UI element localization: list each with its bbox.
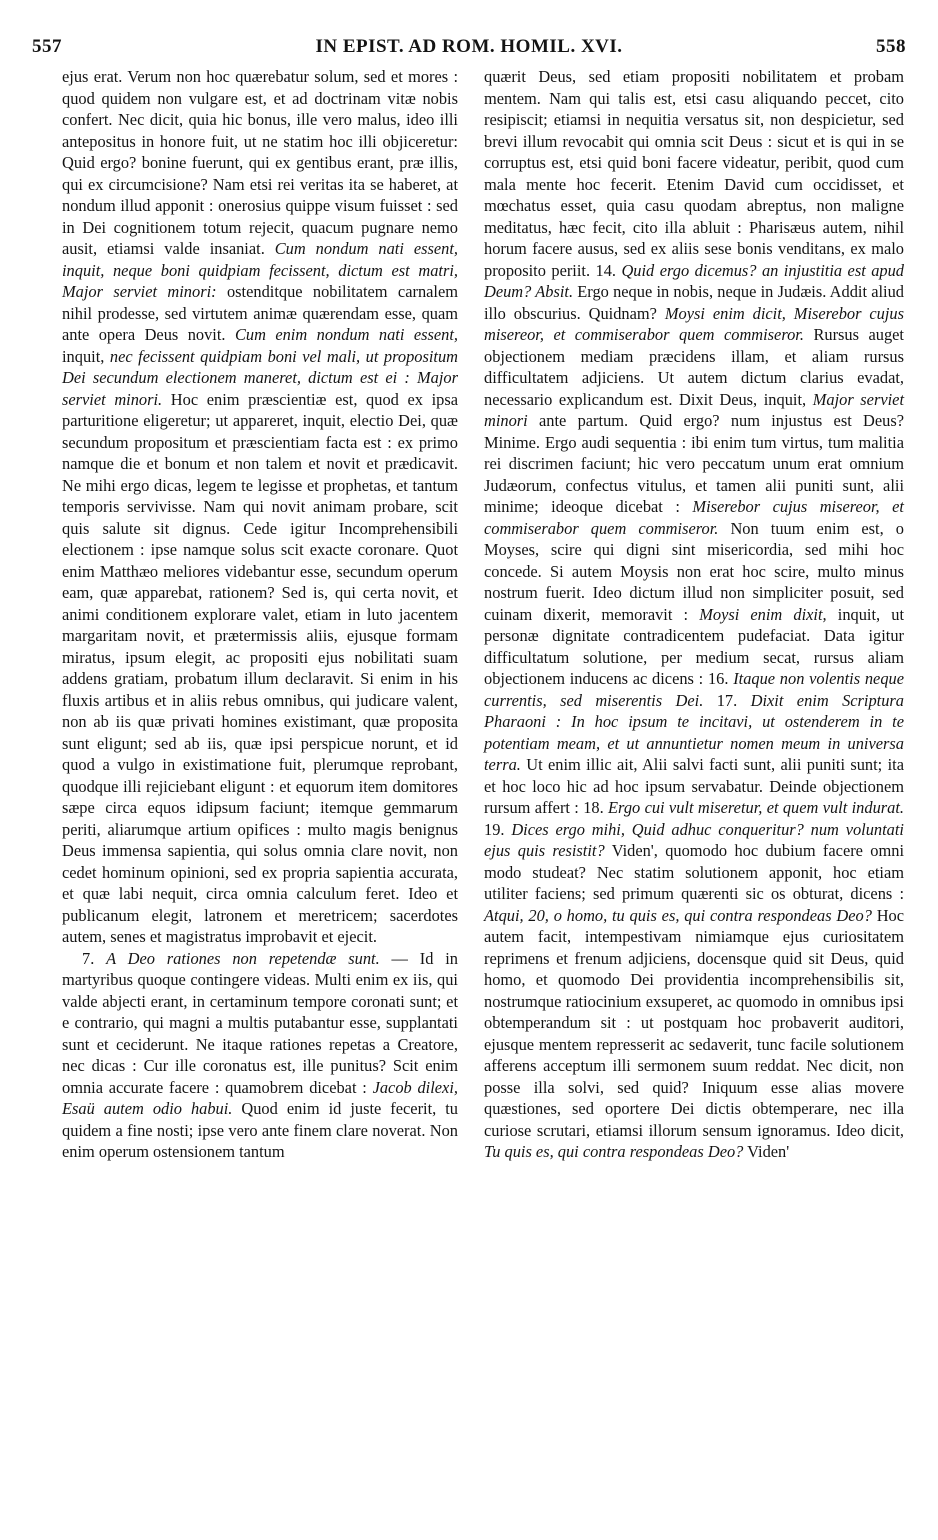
text-run: Rursus auget objectionem mediam præcidens illam, et aliam rursus difficultatem adjiciens. Ut autem dictum clarius evadat, necessario explicandum est. Dixit Deus, inquit, (484, 325, 904, 409)
italic-quotation: Miserebor cujus misereor, et commiserabor quem commiseror. (484, 497, 904, 538)
text-run: Hoc autem facit, intempestivam nimiamque ejus curiositatem reprimens et frenum adjiciens, docensque quid sit Deus, quid homo, et quomodo Dei providentia incomprehensibilis sit, nostrumque ratiocinium exsuperet, ac quomodo in omnibus ipsi obtemperandum sit : ut postquam hoc probaverit auditori, ejusque mentem represserit ac sedaverit, tunc facile solutionem afferens acceptum illi sermonem suum reddat. Nec dicit, non posse illa solvi, sed quid? Iniquum esse alias movere quæstiones, sed oportere Dei dictis obtemperare, nec illa curiose scrutari, etiamsi illorum sensum ignoramus. Ideo dicit, (484, 905, 905, 1140)
italic-quotation: Moysi enim dixit, (699, 604, 827, 624)
italic-quotation: Ergo cui vult miseretur, et quem vult indurat. (608, 798, 904, 817)
italic-quotation: Moysi enim dicit, Miserebor cujus misereor, et commiserabor quem commiseror. (484, 303, 905, 344)
paragraph (62, 948, 458, 1163)
text-run: inquit, ut personæ dignitate contradicentem pudefaciat. Data igitur difficultatum solutione, per medium secat, rursus aliam objectionem inducens ac dicens : 16. (484, 604, 905, 688)
text-run: — Id in martyribus quoque contingere videas. Multi enim ex iis, qui valde abjecti erant, in certaminum tempore coronati sunt; et e contrario, qui magni a multis putabantur esse, supplantati sunt et ceciderunt. Ne itaque rationes repetas a Creatore, nec dicas : Cur ille coronatus est, ille punitus? Scit enim omnia accurate facere : quamobrem dicebat : (62, 948, 458, 1097)
text-run: 19. (484, 819, 512, 839)
text-run: quærit Deus, sed etiam propositi nobilitatem et probam mentem. Nam qui talis est, etsi casu aliquando peccet, cito resipiscit; etiamsi in nequitia versatus sit, non despicietur, sed brevi illum revocabit qui omnia scit Deus : sicut et is qui in se corruptus est, etsi quid boni facere videatur, peribit, quod cum mala mente hoc fecerit. Etenim David cum occidisset, et mœchatus esset, quia casu quodam abreptus, non maligne meditatus, hæc fecit, cito illa abluit : Pharisæus autem, nihil horum facere ausus, sed ex aliis sese bonis venditans, ex malo proposito periit. 14. (484, 67, 904, 280)
italic-quotation: Quid ergo dicemus? an injustitia est apud Deum? Absit. (484, 260, 904, 301)
text-column-right (484, 66, 904, 1163)
italic-quotation: nec fecissent quidpiam boni vel mali, ut propositum Dei secundum electionem maneret, dictum est ei : Major serviet minori. (62, 346, 458, 409)
italic-quotation: Dixit enim Scriptura Pharaoni : In hoc ipsum te incitavi, ut ostenderem in te potentiam meam, et ut annuntietur nomen meum in universa terra. (484, 690, 904, 774)
page-number-left: 557 (32, 36, 62, 57)
page-number-right: 558 (876, 36, 906, 57)
italic-quotation: Tu quis es, qui contra respondeas Deo? (484, 1142, 744, 1161)
paragraph (484, 66, 904, 1163)
text-column-left (62, 66, 458, 1163)
italic-quotation: Atqui, 20, o homo, tu quis es, qui contra respondeas Deo? (484, 905, 872, 925)
italic-quotation: Itaque non volentis neque currentis, sed miserentis Dei. (484, 669, 904, 710)
paragraph (62, 66, 458, 948)
text-run: ante partum. Quid ergo? num injustus est Deus? Minime. Ergo audi sequentia : ibi enim tum virtus, tum malitia rei discrimen faciunt; hic vero peccatum unum erat omnium Judæorum, confectus vitulus, et tamen alii puniti sunt, alii minime; ideoque dicebat : (484, 411, 904, 516)
text-run: ejus erat. Verum non hoc quærebatur solum, sed et mores : quod quidem non vulgare est, et ad doctrinam vitæ nobis confert. Nec dicit, quia hic bonus, ille vero malus, ideo illi antepositus in honore fuit, ut ne statim hoc illi objiceretur: Quid ergo? bonine fuerunt, qui ex gentibus erant, præ illis, qui ex circumcisione? Nam etsi rei veritas ita se haberet, at nondum illud apponit : onerosius quippe visum fuisset : sed in Dei cognitionem totum rejecit, quacum pugnare nemo ausit, etiamsi valde insaniat. (62, 67, 458, 258)
running-title: IN EPIST. AD ROM. HOMIL. XVI. (315, 36, 623, 57)
text-run: 17. (703, 690, 751, 710)
text-run: 7. (82, 948, 107, 968)
italic-quotation: Jacob dilexi, Esaü autem odio habui. (62, 1077, 458, 1118)
italic-quotation: Dices ergo mihi, Quid adhuc conqueritur? num voluntati ejus quis resistit? (484, 819, 904, 860)
italic-quotation: Cum enim nondum nati essent, (234, 325, 458, 344)
italic-quotation: Major serviet minori (484, 389, 904, 430)
text-run: ostenditque nobilitatem carnalem nihil prodesse, sed virtutem animæ quærendam esse, quam ante opera Deus novit. (62, 282, 458, 344)
text-run: Viden', quomodo hoc dubium facere omni modo studeat? Nec statim solutionem apponit, hoc etiam utiliter faciens; sed primum quærenti sic os obturat, dicens : (484, 841, 904, 903)
text-run: inquit, (62, 346, 110, 366)
text-run: Ergo neque in nobis, neque in Judæis. Addit aliud illo obscurius. Quidnam? (484, 282, 904, 323)
italic-quotation: A Deo rationes non repetendæ sunt. (106, 948, 380, 968)
text-run: Hoc enim præscientiæ est, quod ex ipsa parturitione eligeretur; ut appareret, inquit, electio Dei, quæ secundum propositum et præscientiam facta est : ex primo namque die et bonum et non talem et novit et prædicavit. Ne mihi ergo dicas, legem te legisse et prophetas, et tantum temporis servivisse. Nam qui novit animam probare, scit quis salute sit dignus. Cede igitur Incomprehensibili electionem : ipse namque solus scit exacte coronare. Quot enim Matthæo meliores videbantur esse, secundum operum eam, quæ apparebat, rationem? Sed is, qui certa novit, et animi conditionem explorare valet, etiam in luto jacentem margaritam novit, et prætermissis aliis, ejusque formam miratus, ipsum elegit, ac propositi ejus nobilitati suam addens gratiam, probatum illum declaravit. Si enim in his fluxis artibus et in aliis rebus omnibus, qui judicare valent, non ab iis quæ privati homines existimant, quæ proposita sunt eligunt; sed ab iis, quæ ipsi perspicue norunt, et id quod a vulgo in existimatione fuit, plerumque reprobant, quodque illi rejiciebant eligunt : et equorum item domitores sæpe circa equos idipsum faciunt; itemque gemmarum periti, aliarumque artium opifices : multo magis benignus Deus immensa sapientia, qui solus omnia clare novit, non cedet hominum opinioni, sed ex propria sapientia accurata, et quæ labi nequit, circa omnia calculum feret. Ideo et publicanum elegit, latronem et meretricem; sacerdotes autem, senes et magistratus improbavit et ejecit. (62, 389, 458, 946)
italic-quotation: Cum nondum nati essent, inquit, neque boni quidpiam fecissent, dictum est matri, Major serviet minori: (62, 239, 458, 301)
text-run: Non tuum enim est, o Moyses, scire qui digni sint misericordia, sed mihi hoc concede. Si autem Moysis non erat hoc scire, multo minus nostrum fuerit. Ideo dictum illud non simpliciter posuit, sed cuinam dixerit, memoravit : (484, 518, 904, 624)
text-run: Ut enim illic ait, Alii salvi facti sunt, alii puniti sunt; ita et hoc loco hic ad hoc ipsum servabatur. Deinde objectionem rursum affert : 18. (484, 755, 904, 817)
running-header (32, 36, 906, 66)
text-run: Viden' (743, 1142, 790, 1161)
text-run: Quod enim id juste fecerit, tu quidem a fine nosti; ipse vero ante finem clare noverat. Non enim operum ostensionem tantum (62, 1099, 458, 1161)
